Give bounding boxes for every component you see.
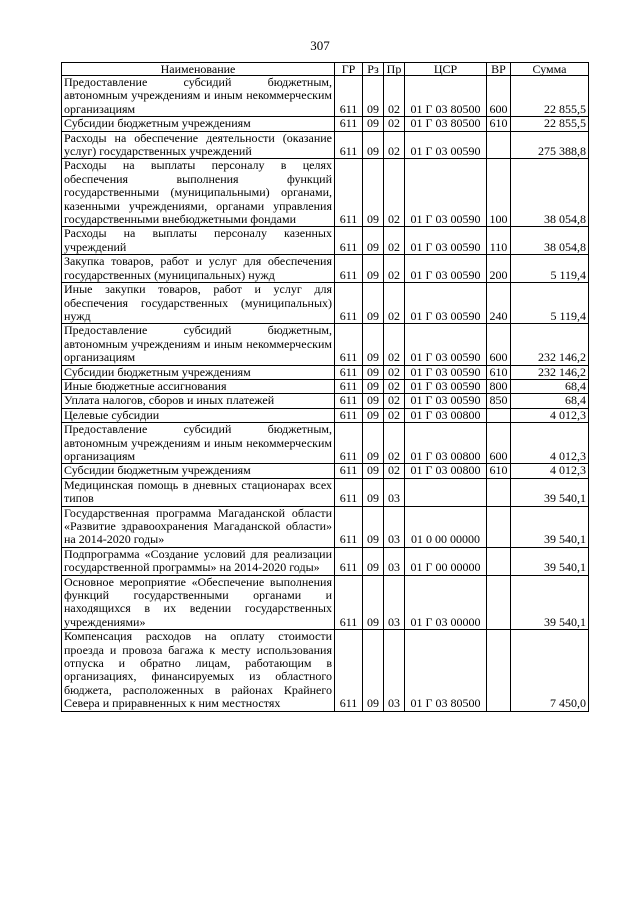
column-header-csr: ЦСР — [405, 63, 487, 76]
row-gr-cell: 611 — [335, 630, 363, 711]
row-csr-cell: 01 Г 03 00590 — [405, 394, 487, 408]
row-rz-cell: 09 — [363, 255, 384, 283]
row-csr-cell: 01 Г 03 00000 — [405, 575, 487, 630]
row-csr-cell: 01 Г 03 00590 — [405, 283, 487, 324]
row-name-cell: Субсидии бюджетным учреждениям — [62, 464, 335, 478]
row-name-cell: Уплата налогов, сборов и иных платежей — [62, 394, 335, 408]
row-pr-cell: 02 — [384, 394, 405, 408]
row-csr-cell: 01 Г 03 00590 — [405, 159, 487, 227]
row-rz-cell: 09 — [363, 547, 384, 575]
row-name-cell: Целевые субсидии — [62, 408, 335, 422]
row-vr-cell — [487, 478, 511, 506]
row-vr-cell: 600 — [487, 423, 511, 464]
row-name-cell: Расходы на выплаты персоналу казенных учреждений — [62, 227, 335, 255]
table-row — [62, 464, 589, 478]
row-gr-cell: 611 — [335, 575, 363, 630]
row-csr-cell: 01 Г 03 00800 — [405, 464, 487, 478]
row-csr-cell: 01 Г 03 00590 — [405, 255, 487, 283]
table-row — [62, 478, 589, 506]
table-row — [62, 547, 589, 575]
row-rz-cell: 09 — [363, 379, 384, 393]
table-row — [62, 255, 589, 283]
row-gr-cell: 611 — [335, 423, 363, 464]
row-pr-cell: 02 — [384, 365, 405, 379]
table-row — [62, 408, 589, 422]
row-sum-cell: 22 855,5 — [511, 76, 589, 117]
row-gr-cell: 611 — [335, 478, 363, 506]
row-name-cell: Медицинская помощь в дневных стационарах всех типов — [62, 478, 335, 506]
row-csr-cell: 01 Г 03 00800 — [405, 423, 487, 464]
row-rz-cell: 09 — [363, 506, 384, 547]
row-pr-cell: 02 — [384, 464, 405, 478]
row-gr-cell: 611 — [335, 464, 363, 478]
row-pr-cell: 02 — [384, 255, 405, 283]
row-name-cell: Иные бюджетные ассигнования — [62, 379, 335, 393]
row-sum-cell: 22 855,5 — [511, 117, 589, 131]
row-name-cell: Расходы на выплаты персоналу в целях обеспечения выполнения функций государственными (муниципальными) органами, казенными учреждениями, органами управления государственными внебюджетными фондами — [62, 159, 335, 227]
row-sum-cell: 232 146,2 — [511, 324, 589, 365]
row-pr-cell: 02 — [384, 423, 405, 464]
row-vr-cell — [487, 575, 511, 630]
row-vr-cell — [487, 131, 511, 159]
row-csr-cell: 01 Г 03 00590 — [405, 324, 487, 365]
row-csr-cell: 01 Г 03 00800 — [405, 408, 487, 422]
row-rz-cell: 09 — [363, 131, 384, 159]
table-row — [62, 324, 589, 365]
row-vr-cell: 100 — [487, 159, 511, 227]
row-pr-cell: 03 — [384, 630, 405, 711]
table-row — [62, 365, 589, 379]
row-pr-cell: 02 — [384, 227, 405, 255]
row-rz-cell: 09 — [363, 464, 384, 478]
row-sum-cell: 38 054,8 — [511, 159, 589, 227]
row-vr-cell: 600 — [487, 324, 511, 365]
row-name-cell: Государственная программа Магаданской области «Развитие здравоохранения Магаданской области» на 2014-2020 годы» — [62, 506, 335, 547]
row-vr-cell — [487, 506, 511, 547]
row-name-cell: Расходы на обеспечение деятельности (оказание услуг) государственных учреждений — [62, 131, 335, 159]
row-name-cell: Предоставление субсидий бюджетным, автономным учреждениям и иным некоммерческим организациям — [62, 324, 335, 365]
row-pr-cell: 03 — [384, 547, 405, 575]
row-sum-cell: 7 450,0 — [511, 630, 589, 711]
budget-table — [61, 62, 589, 712]
row-rz-cell: 09 — [363, 408, 384, 422]
row-pr-cell: 02 — [384, 324, 405, 365]
row-csr-cell: 01 Г 03 80500 — [405, 117, 487, 131]
table-header-row — [62, 63, 589, 76]
row-rz-cell: 09 — [363, 76, 384, 117]
row-rz-cell: 09 — [363, 283, 384, 324]
row-vr-cell: 610 — [487, 365, 511, 379]
row-name-cell: Закупка товаров, работ и услуг для обеспечения государственных (муниципальных) нужд — [62, 255, 335, 283]
row-gr-cell: 611 — [335, 394, 363, 408]
row-sum-cell: 39 540,1 — [511, 547, 589, 575]
row-csr-cell: 01 Г 03 00590 — [405, 379, 487, 393]
table-row — [62, 506, 589, 547]
row-csr-cell: 01 Г 03 80500 — [405, 76, 487, 117]
row-gr-cell: 611 — [335, 379, 363, 393]
row-vr-cell — [487, 630, 511, 711]
row-sum-cell: 5 119,4 — [511, 255, 589, 283]
row-rz-cell: 09 — [363, 365, 384, 379]
row-pr-cell: 03 — [384, 506, 405, 547]
row-gr-cell: 611 — [335, 408, 363, 422]
row-sum-cell: 275 388,8 — [511, 131, 589, 159]
table-row — [62, 630, 589, 711]
row-vr-cell: 800 — [487, 379, 511, 393]
row-csr-cell: 01 Г 03 00590 — [405, 227, 487, 255]
row-vr-cell: 200 — [487, 255, 511, 283]
row-gr-cell: 611 — [335, 547, 363, 575]
row-name-cell: Субсидии бюджетным учреждениям — [62, 117, 335, 131]
row-pr-cell: 02 — [384, 131, 405, 159]
page-number: 307 — [310, 38, 330, 53]
table-row — [62, 394, 589, 408]
row-sum-cell: 39 540,1 — [511, 506, 589, 547]
row-gr-cell: 611 — [335, 117, 363, 131]
row-rz-cell: 09 — [363, 117, 384, 131]
row-name-cell: Предоставление субсидий бюджетным, автономным учреждениям и иным некоммерческим организациям — [62, 423, 335, 464]
row-sum-cell: 4 012,3 — [511, 408, 589, 422]
row-gr-cell: 611 — [335, 76, 363, 117]
row-sum-cell: 68,4 — [511, 394, 589, 408]
row-name-cell: Основное мероприятие «Обеспечение выполнения функций государственными органами и находящихся в их ведении государственных учреждениями» — [62, 575, 335, 630]
row-sum-cell: 4 012,3 — [511, 423, 589, 464]
row-name-cell: Компенсация расходов на оплату стоимости проезда и провоза багажа к месту использования отпуска и обратно лицам, работающим в организациях, финансируемых из областного бюджета, расположенных в районах Крайнего Севера и приравненных к ним местностях — [62, 630, 335, 711]
row-rz-cell: 09 — [363, 227, 384, 255]
column-header-pr: Пр — [384, 63, 405, 76]
row-pr-cell: 03 — [384, 478, 405, 506]
row-gr-cell: 611 — [335, 365, 363, 379]
row-csr-cell — [405, 478, 487, 506]
table-row — [62, 575, 589, 630]
row-gr-cell: 611 — [335, 506, 363, 547]
row-gr-cell: 611 — [335, 131, 363, 159]
row-vr-cell: 240 — [487, 283, 511, 324]
row-sum-cell: 5 119,4 — [511, 283, 589, 324]
column-header-rz: Рз — [363, 63, 384, 76]
row-rz-cell: 09 — [363, 575, 384, 630]
column-header-sum: Сумма — [511, 63, 589, 76]
row-gr-cell: 611 — [335, 283, 363, 324]
table-row — [62, 76, 589, 117]
table-row — [62, 131, 589, 159]
row-gr-cell: 611 — [335, 255, 363, 283]
row-name-cell: Иные закупки товаров, работ и услуг для обеспечения государственных (муниципальных) нужд — [62, 283, 335, 324]
column-header-gr: ГР — [335, 63, 363, 76]
table-row — [62, 159, 589, 227]
row-pr-cell: 02 — [384, 379, 405, 393]
row-rz-cell: 09 — [363, 394, 384, 408]
row-csr-cell: 01 Г 00 00000 — [405, 547, 487, 575]
column-header-vr: ВР — [487, 63, 511, 76]
row-pr-cell: 02 — [384, 408, 405, 422]
row-sum-cell: 4 012,3 — [511, 464, 589, 478]
row-gr-cell: 611 — [335, 159, 363, 227]
row-vr-cell — [487, 408, 511, 422]
row-rz-cell: 09 — [363, 159, 384, 227]
row-vr-cell: 600 — [487, 76, 511, 117]
row-csr-cell: 01 0 00 00000 — [405, 506, 487, 547]
row-pr-cell: 02 — [384, 76, 405, 117]
row-vr-cell: 610 — [487, 117, 511, 131]
row-sum-cell: 39 540,1 — [511, 478, 589, 506]
table-row — [62, 283, 589, 324]
row-sum-cell: 39 540,1 — [511, 575, 589, 630]
row-gr-cell: 611 — [335, 324, 363, 365]
row-pr-cell: 02 — [384, 283, 405, 324]
table-row — [62, 227, 589, 255]
row-pr-cell: 02 — [384, 159, 405, 227]
row-name-cell: Предоставление субсидий бюджетным, автономным учреждениям и иным некоммерческим организациям — [62, 76, 335, 117]
row-csr-cell: 01 Г 03 00590 — [405, 365, 487, 379]
table-row — [62, 379, 589, 393]
table-row — [62, 423, 589, 464]
row-name-cell: Субсидии бюджетным учреждениям — [62, 365, 335, 379]
row-vr-cell: 850 — [487, 394, 511, 408]
row-name-cell: Подпрограмма «Создание условий для реализации государственной программы» на 2014-2020 годы» — [62, 547, 335, 575]
row-vr-cell: 110 — [487, 227, 511, 255]
row-sum-cell: 232 146,2 — [511, 365, 589, 379]
row-sum-cell: 38 054,8 — [511, 227, 589, 255]
row-pr-cell: 02 — [384, 117, 405, 131]
column-header-name: Наименование — [62, 63, 335, 76]
row-gr-cell: 611 — [335, 227, 363, 255]
row-csr-cell: 01 Г 03 80500 — [405, 630, 487, 711]
table-row — [62, 117, 589, 131]
row-sum-cell: 68,4 — [511, 379, 589, 393]
table-body — [62, 76, 589, 712]
row-rz-cell: 09 — [363, 478, 384, 506]
row-vr-cell — [487, 547, 511, 575]
row-rz-cell: 09 — [363, 423, 384, 464]
row-rz-cell: 09 — [363, 630, 384, 711]
row-rz-cell: 09 — [363, 324, 384, 365]
row-pr-cell: 03 — [384, 575, 405, 630]
row-vr-cell: 610 — [487, 464, 511, 478]
row-csr-cell: 01 Г 03 00590 — [405, 131, 487, 159]
